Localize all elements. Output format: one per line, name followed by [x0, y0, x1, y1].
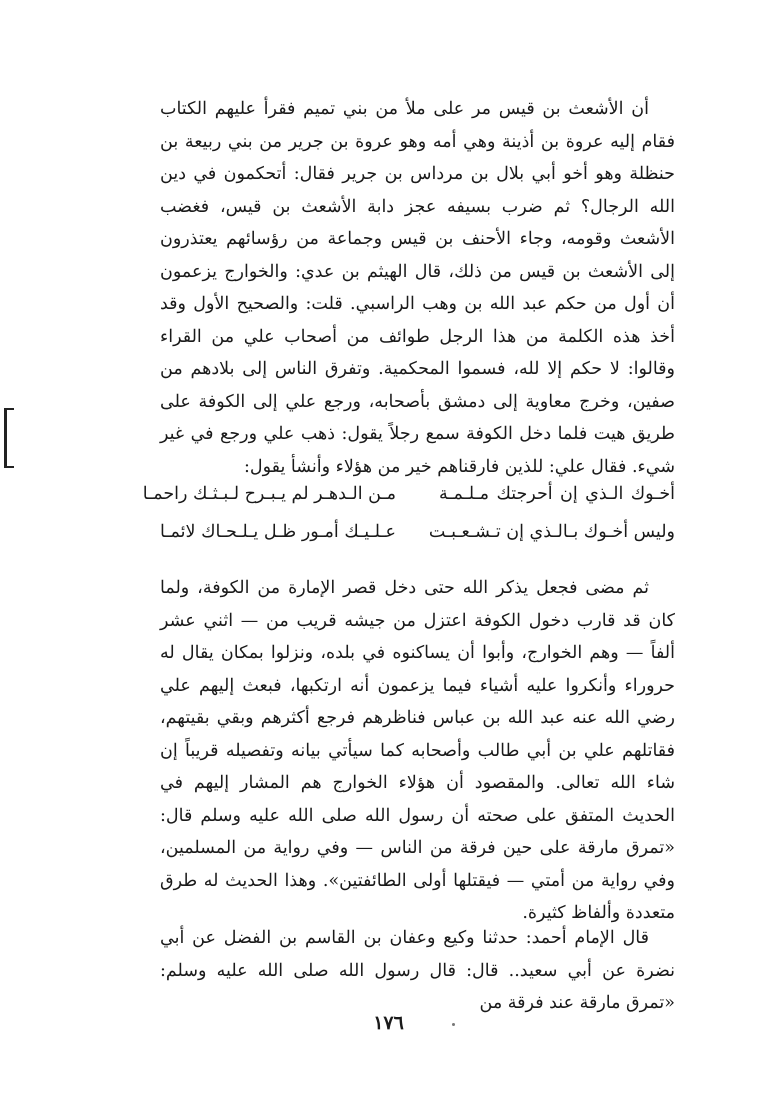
- paragraph-block-2: [160, 572, 675, 930]
- scan-speck: [452, 1023, 455, 1026]
- paragraph-3: قال الإمام أحمد: حدثنا وكيع وعفان بن القاسم بن الفضل عن أبي نضرة عن أبي سعيد.. قال: قال رسول الله صلى الله عليه وسلم: «تمرق مارقة عند فرقة من: [160, 928, 675, 1013]
- poem-verse-1: [142, 475, 675, 513]
- poem: [142, 475, 675, 551]
- paragraph-2: ثم مضى فجعل يذكر الله حتى دخل قصر الإمارة من الكوفة، ولما كان قد قارب دخول الكوفة اعتزل من جيشه قريب من — اثني عشر ألفاً — وهم الخوارج، وأبوا أن يساكنوه في بلده، ونزلوا بمكان يقال له حروراء وأنكروا عليه أشياء فيما يزعمون أنه ارتكبها، فبعث إليهم علي رضي الله عنه عبد الله بن عباس فناظرهم فرجع أكثرهم وبقي بقيتهم، فقاتلهم علي بن أبي طالب وأصحابه كما سيأتي بيانه وتفصيله قريباً إن شاء الله تعالى. والمقصود أن هؤلاء الخوارج هم المشار إليهم في الحديث المتفق على صحته أن رسول الله صلى الله عليه وسلم قال: «تمرق مارقة على حين فرقة من الناس — وفي رواية من المسلمين، وفي رواية من أمتي — فيقتلها أولى الطائفتين». وهذا الحديث له طرق متعددة وألفاظ كثيرة.: [160, 578, 675, 923]
- paragraph-1: أن الأشعث بن قيس مر على ملأ من بني تميم فقرأ عليهم الكتاب فقام إليه عروة بن أذينة وهي أمه وهو عروة بن جرير من بني ربيعة بن حنظلة وهو أخو أبي بلال بن مرداس بن جرير فقال: أتحكمون في دين الله الرجال؟ ثم ضرب بسيفه عجز دابة الأشعث بن قيس، فغضب الأشعث وقومه، وجاء الأحنف بن قيس وجماعة من رؤسائهم يعتذرون إلى الأشعث بن قيس من ذلك، قال الهيثم بن عدي: والخوارج يزعمون أن أول من حكم عبد الله بن وهب الراسبي. قلت: والصحيح الأول وقد أخذ هذه الكلمة من هذا الرجل طوائف من أصحاب علي من القراء وقالوا: لا حكم إلا لله، فسموا المحكمية. وتفرق الناس إلى بلادهم من صفين، وخرج معاوية إلى دمشق بأصحابه، ورجع علي إلى الكوفة على طريق هيت فلما دخل الكوفة سمع رجلاً يقول: ذهب علي ورجع في غير شيء. فقال علي: للذين فارقناهم خير من هؤلاء وأنشأ يقول:: [160, 99, 675, 477]
- page-number: ١٧٦: [373, 1012, 404, 1034]
- poem-verse-2: [160, 513, 675, 551]
- paragraph-block-3: [160, 922, 675, 1020]
- poem-verse-2-second-hemistich: عـلـيـك أمـور ظـل يـلـحـاك لائمـا: [160, 522, 396, 542]
- poem-verse-1-second-hemistich: مـن الـدهـر لم يـبـرح لـبـثـك راحمـا: [142, 484, 396, 504]
- poem-verse-1-first-hemistich: أخـوك الـذي إن أحرجتك مـلـمـة: [439, 484, 675, 504]
- paragraph-block-1: [160, 93, 675, 483]
- page-edge-bracket: [4, 408, 7, 468]
- poem-verse-2-first-hemistich: وليس أخـوك بـالـذي إن تـشـعـبـت: [428, 522, 675, 542]
